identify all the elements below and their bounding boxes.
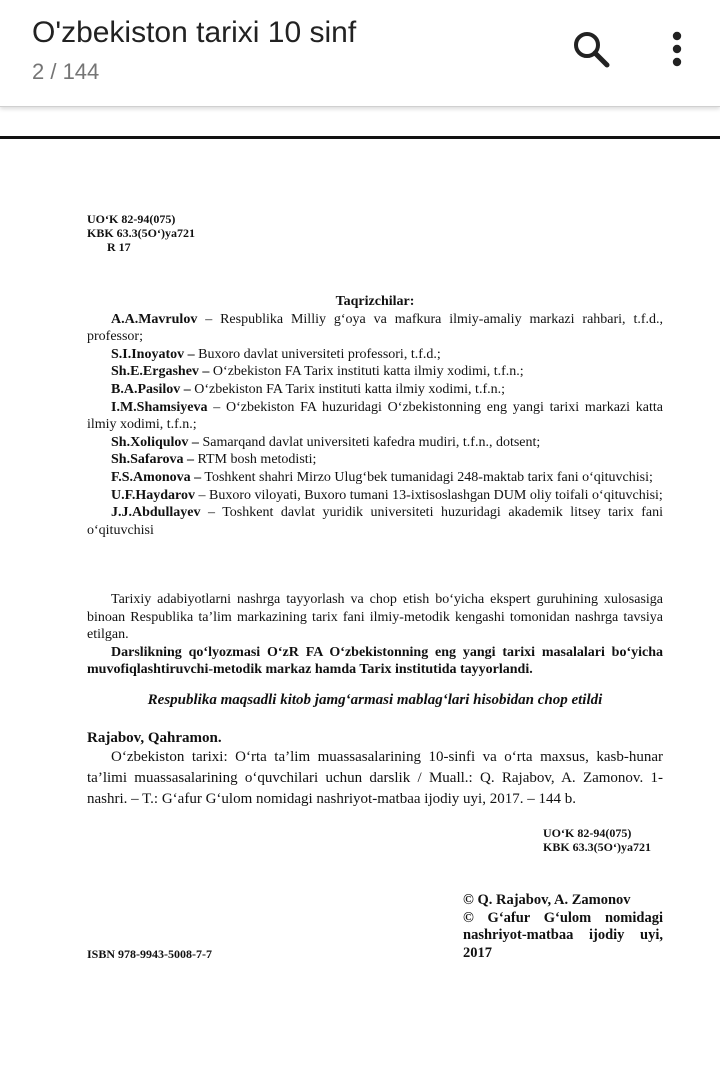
reviewer-entry — [87, 363, 663, 381]
copyright-block — [463, 892, 663, 962]
reviewer-desc: Buxoro davlat universiteti professori, t.f.d.; — [194, 346, 441, 362]
reviewer-name: J.J.Abdullayev — [111, 505, 201, 521]
reviewers-section — [87, 293, 663, 539]
bibliographic-description: O‘zbekiston tarixi: O‘rta ta’lim muassasalarining 10-sinfi va o‘rta maxsus, kasb-hunar ta’limi muassasalarining o‘quvchilari uchun darslik / Muall.: Q. Rajabov, A. Zamonov. 1-nashri. – T.: G‘afur G‘ulom nomidagi nashriyot-matbaa ijodiy uyi, 2017. – 144 b. — [87, 749, 663, 807]
reviewer-desc: Toshkent shahri Mirzo Ulug‘bek tumanidagi 248-maktab tarix fani o‘qituvchisi; — [201, 469, 653, 485]
reviewer-desc: – Buxoro viloyati, Buxoro tumani 13-ixtisoslashgan DUM oliy toifali o‘qituvchisi; — [195, 487, 663, 503]
reviewer-name: A.A.Mavrulov — [111, 311, 198, 327]
reviewer-name: S.I.Inoyatov – — [111, 346, 195, 362]
copyright-publisher: © G‘afur G‘ulom nomidagi nashriyot-matbaa ijodiy uyi, 2017 — [463, 909, 663, 961]
reviewer-entry — [87, 399, 663, 434]
reviewer-name: I.M.Shamsiyeva — [111, 399, 208, 415]
reviewer-name: Sh.Xoliqulov – — [111, 434, 199, 450]
author-name: Rajabov, Qahramon. — [87, 730, 222, 746]
reviewer-desc: O‘zbekiston FA Tarix instituti katta ilmiy xodimi, t.f.n.; — [209, 364, 524, 380]
search-button[interactable] — [566, 24, 616, 74]
reviewers-heading: Taqrizchilar: — [335, 294, 415, 309]
reviewer-name: B.A.Pasilov – — [111, 381, 191, 397]
reviewer-entry — [87, 381, 663, 399]
udc-code: UO‘K 82-94(075) — [87, 212, 176, 226]
reviewer-name: U.F.Haydarov — [111, 487, 196, 503]
book-title: O'zbekiston tarixi 10 sinf — [32, 16, 357, 49]
reviewer-desc: – O‘zbekiston FA huzuridagi O‘zbekistonning eng yangi tarixi markazi katta ilmiy xodimi, t.f.n.; — [87, 399, 663, 433]
more-vert-icon — [652, 24, 702, 74]
app-bar — [0, 0, 720, 107]
reviewer-entry — [87, 451, 663, 469]
search-icon — [566, 24, 616, 74]
isbn: ISBN 978-9943-5008-7-7 — [87, 947, 212, 961]
more-options-button[interactable] — [652, 24, 702, 74]
reviewer-name: Sh.E.Ergashev – — [111, 364, 210, 380]
reviewer-name: F.S.Amonova – — [111, 469, 202, 485]
reviewer-desc: – Respublika Milliy g‘oya va mafkura ilmiy-amaliy markazi rahbari, t.f.d., professor; — [87, 311, 663, 345]
copyright-authors: © Q. Rajabov, A. Zamonov — [463, 892, 631, 908]
reviewer-name: Sh.Safarova – — [111, 452, 194, 468]
classification-codes — [87, 212, 663, 254]
bbk-code: KBK 63.3(5O‘)ya721 — [87, 226, 195, 240]
reviewer-entry — [87, 504, 663, 539]
author-mark: R 17 — [107, 240, 131, 254]
reviewer-entry — [87, 487, 663, 505]
bbk-code: KBK 63.3(5O‘)ya721 — [543, 840, 651, 854]
recommendation-text: Tarixiy adabiyotlarni nashrga tayyorlash va chop etish bo‘yicha ekspert guruhining xulosasiga binoan Respublika ta’lim markazining tarix fani ilmiy-metodik kengashi tomonidan nashrga tavsiya etilgan. — [87, 592, 663, 643]
reviewer-entry — [87, 311, 663, 346]
reviewer-entry — [87, 434, 663, 452]
reviewer-desc: RTM bosh metodisti; — [193, 452, 317, 468]
funding-note: Respublika maqsadli kitob jamg‘armasi mablag‘lari hisobidan chop etildi — [147, 692, 603, 708]
reviewer-desc: Samarqand davlat universiteti kafedra mudiri, t.f.n., dotsent; — [198, 434, 541, 450]
udc-code: UO‘K 82-94(075) — [543, 826, 632, 840]
prepared-by-text: Darslikning qo‘lyozmasi O‘zR FA O‘zbekistonning eng yangi tarixi masalalari bo‘yicha muvofiqlashtiruvchi-metodik markaz hamda Tarix institutida tayyorlandi. — [87, 644, 663, 678]
classification-codes-bottom — [543, 826, 651, 854]
page-counter: 2 / 144 — [32, 59, 100, 84]
reviewer-desc: O‘zbekiston FA Tarix instituti katta ilmiy xodimi, t.f.n.; — [190, 381, 505, 397]
reviewer-desc: – Toshkent davlat yuridik universiteti huzuridagi akademik litsey tarix fani o‘qituvchisi — [87, 505, 663, 538]
reviewer-entry — [87, 469, 663, 487]
recommendation-section — [87, 591, 663, 679]
page-top-border — [0, 136, 720, 139]
reviewer-entry — [87, 346, 663, 364]
